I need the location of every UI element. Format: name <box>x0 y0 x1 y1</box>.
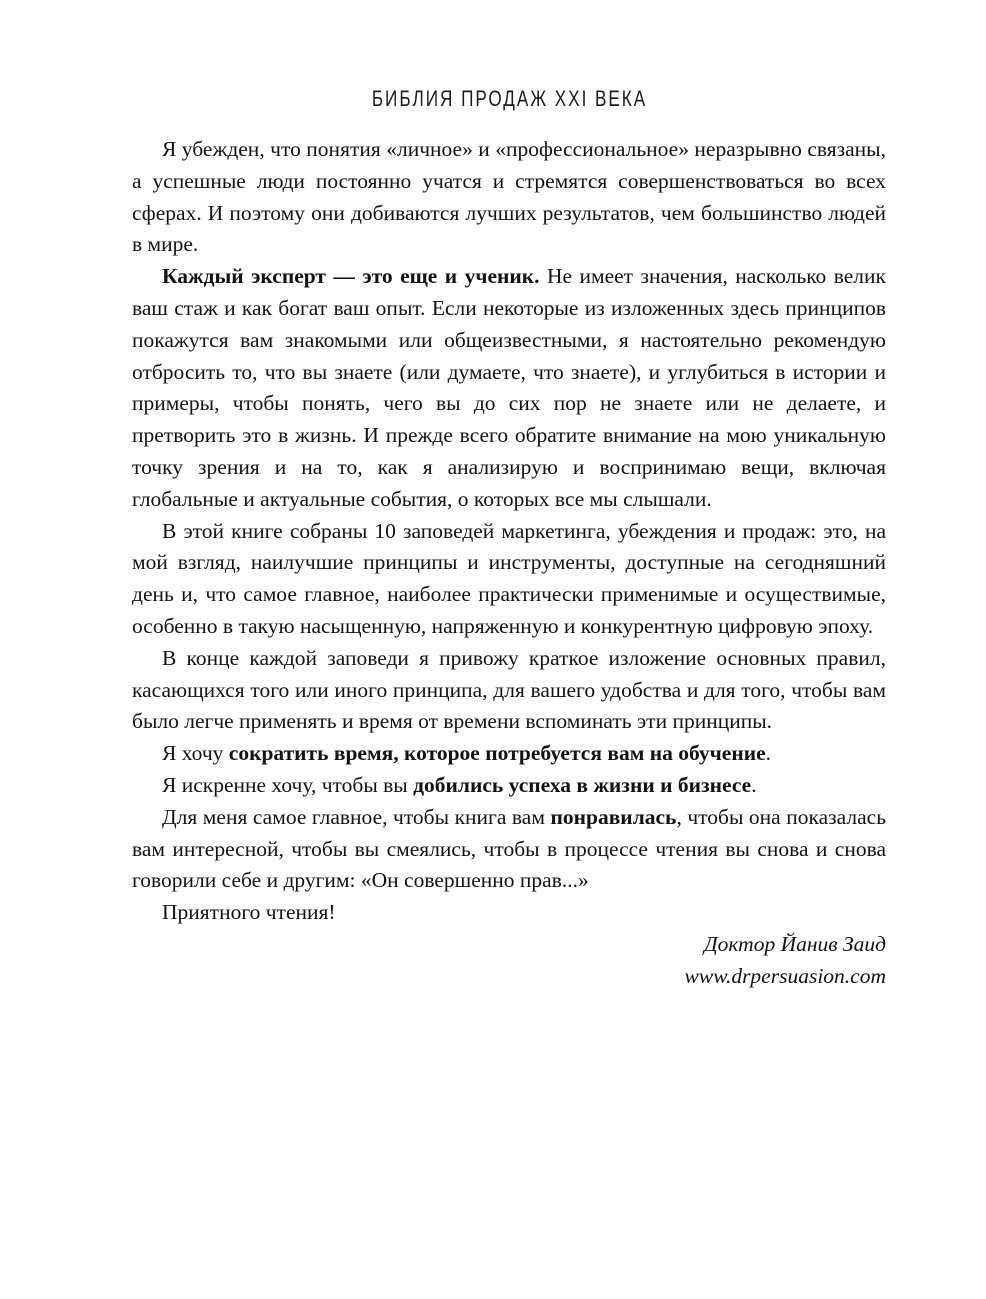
text-run: В этой книге собраны 10 заповедей маркетинга, убеждения и продаж: это, на мой взгляд, наилучшие принципы и инструменты, доступные на сегодняшний день и, что самое главное, наиболее практически применимые и осуществимые, особенно в такую насыщенную, напряженную и конкурентную цифровую эпоху. <box>132 518 886 638</box>
text-run: Приятного чтения! <box>162 900 336 925</box>
bold-text-run: сократить время, которое потребуется вам на обучение <box>228 741 766 766</box>
paragraph-7 <box>132 802 886 897</box>
text-run: , чтобы она показалась вам интересной, чтобы вы смеялись, чтобы в процессе чтения вы снова и снова говорили себе и другим: «Он совершенно прав...» <box>132 804 886 893</box>
page-paragraphs <box>132 134 886 929</box>
text-run: Не имеет значения, насколько велик ваш стаж и как богат ваш опыт. Если некоторые из изложенных здесь принципов покажутся вам знакомыми или общеизвестными, я настоятельно рекомендую отбросить то, что вы знаете (или думаете, что знаете), и углубиться в истории и примеры, чтобы понять, чего вы до сих пор не знаете или не делаете, и претворить это в жизнь. И прежде всего обратите внимание на мою уникальную точку зрения и на то, как я анализирую и воспринимаю вещи, включая глобальные и актуальные события, о которых все мы слышали. <box>132 264 886 511</box>
paragraph-5 <box>132 738 886 770</box>
bold-text-run: понравилась <box>550 804 677 829</box>
paragraph-4 <box>132 643 886 738</box>
running-head <box>132 86 886 112</box>
paragraph-3 <box>132 516 886 643</box>
text-run: Я убежден, что понятия «личное» и «профессиональное» неразрывно связаны, а успешные люди постоянно учатся и стремятся совершенствоваться во всех сферах. И поэтому они добиваются лучших результатов, чем большинство людей в мире. <box>132 137 886 257</box>
paragraph-1 <box>132 134 886 261</box>
page-body-text <box>132 134 886 993</box>
paragraph-2 <box>132 261 886 515</box>
paragraph-8 <box>132 897 886 929</box>
text-run: . <box>751 772 757 797</box>
text-run: В конце каждой заповеди я привожу краткое изложение основных правил, касающихся того или иного принципа, для вашего удобства и для того, чтобы вам было легче применять и время от времени вспоминать эти принципы. <box>132 645 886 734</box>
text-run: Я искренне хочу, чтобы вы <box>162 772 414 797</box>
bold-text-run: Каждый эксперт — это еще и ученик. <box>162 264 540 289</box>
text-run: Для меня самое главное, чтобы книга вам <box>162 804 551 829</box>
running-head-title: БИБЛИЯ ПРОДАЖ XXI ВЕКА <box>371 86 647 111</box>
text-run: Я хочу <box>162 741 229 766</box>
text-run: . <box>765 741 772 766</box>
signature-website: www.drpersuasion.com <box>684 963 886 988</box>
bold-text-run: добились успеха в жизни и бизнесе <box>413 772 752 797</box>
paragraph-6 <box>132 770 886 802</box>
signature-author: Доктор Йанив Заид <box>703 931 886 956</box>
signature-block <box>132 929 886 993</box>
